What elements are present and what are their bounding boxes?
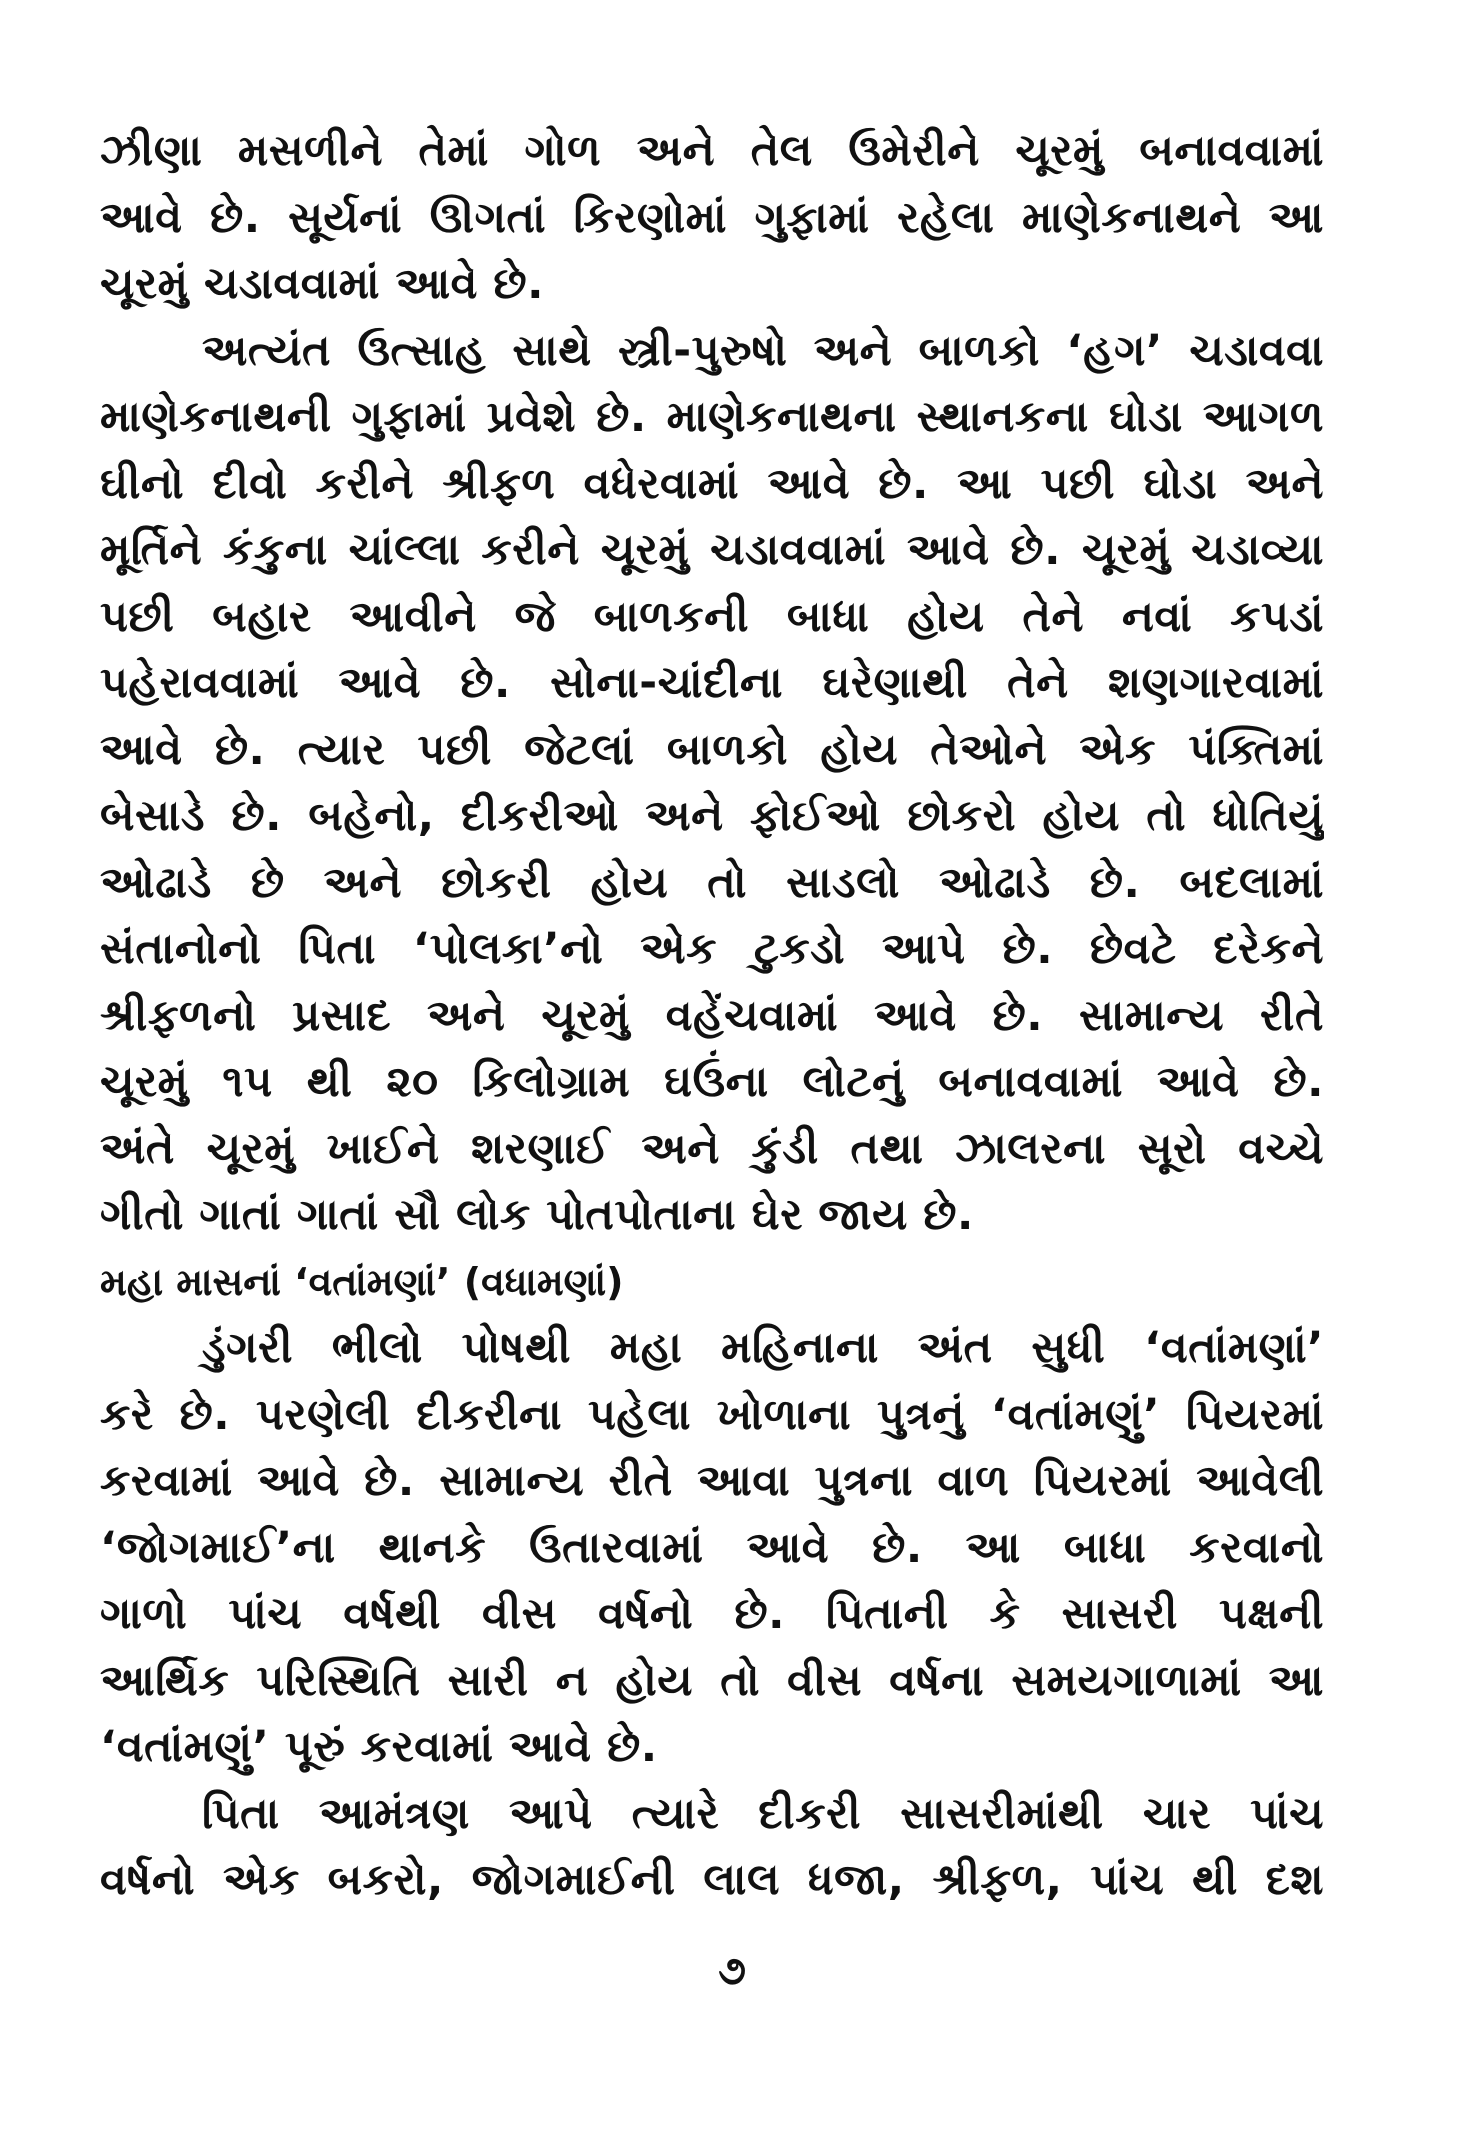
page-body xyxy=(100,118,1324,1914)
text-line: ઘીનો દીવો કરીને શ્રીફળ વધેરવામાં આવે છે. આ પછી ઘોડા અને xyxy=(100,458,1324,509)
text-line: ‘વતાંમણું’ પૂરું કરવામાં આવે છે. xyxy=(100,1722,658,1772)
text-line: ચૂરમું ચડાવવામાં આવે છે. xyxy=(100,259,545,309)
text-line: અંતે ચૂરમું ખાઈને શરણાઈ અને કુંડી તથા ઝાલરના સૂરો વચ્ચે xyxy=(100,1123,1324,1174)
text-line: આવે છે. ત્યાર પછી જેટલાં બાળકો હોય તેઓને એક પંક્તિમાં xyxy=(100,724,1324,775)
text-line: શ્રીફળનો પ્રસાદ અને ચૂરમું વહેંચવામાં આવે છે. સામાન્ય રીતે xyxy=(100,990,1324,1041)
paragraph-2 xyxy=(100,318,1324,1249)
text-line: ચૂરમું ૧૫ થી ૨૦ કિલોગ્રામ ઘઉંના લોટનું બનાવવામાં આવે છે. xyxy=(100,1057,1324,1107)
text-line: અત્યંત ઉત્સાહ સાથે સ્ત્રી-પુરુષો અને બાળકો ‘હગ’ ચડાવવા xyxy=(202,325,1324,376)
text-line: ડુંગરી ભીલો પોષથી મહા મહિનાના અંત સુધી ‘વતાંમણાં’ xyxy=(202,1323,1324,1373)
text-line: ઝીણા મસળીને તેમાં ગોળ અને તેલ ઉમેરીને ચૂરમું બનાવવામાં xyxy=(100,126,1324,176)
text-line: પછી બહાર આવીને જે બાળકની બાધા હોય તેને નવાં કપડાં xyxy=(100,591,1324,642)
section-heading: મહા માસનાં ‘વતાંમણાં’ (વધામણાં) xyxy=(100,1259,624,1304)
text-line: બેસાડે છે. બહેનો, દીકરીઓ અને ફોઈઓ છોકરો હોય તો ધોતિયું xyxy=(100,791,1324,841)
text-line: આર્થિક પરિસ્થિતિ સારી ન હોય તો વીસ વર્ષના સમયગાળામાં આ xyxy=(100,1655,1324,1706)
text-line: વર્ષનો એક બકરો, જોગમાઈની લાલ ધજા, શ્રીફળ, પાંચ થી દશ xyxy=(100,1855,1324,1905)
paragraph-3 xyxy=(100,1315,1324,1781)
text-line: ‘જોગમાઈ’ના થાનકે ઉતારવામાં આવે છે. આ બાધા કરવાનો xyxy=(100,1522,1324,1573)
text-line: ગીતો ગાતાં ગાતાં સૌ લોક પોતપોતાના ઘેર જાય છે. xyxy=(100,1190,974,1240)
text-line: આવે છે. સૂર્યનાં ઊગતાં કિરણોમાં ગુફામાં રહેલા માણેકનાથને આ xyxy=(100,192,1324,243)
page-number: ૭ xyxy=(718,1948,746,1994)
text-line: ઓઢાડે છે અને છોકરી હોય તો સાડલો ઓઢાડે છે. બદલામાં xyxy=(100,857,1324,908)
text-line: કરવામાં આવે છે. સામાન્ય રીતે આવા પુત્રના વાળ પિયરમાં આવેલી xyxy=(100,1456,1324,1506)
text-line: ગાળો પાંચ વર્ષથી વીસ વર્ષનો છે. પિતાની કે સાસરી પક્ષની xyxy=(100,1589,1324,1639)
text-line: કરે છે. પરણેલી દીકરીના પહેલા ખોળાના પુત્રનું ‘વતાંમણું’ પિયરમાં xyxy=(100,1389,1324,1440)
text-line: માણેકનાથની ગુફામાં પ્રવેશે છે. માણેકનાથના સ્થાનકના ઘોડા આગળ xyxy=(100,392,1324,442)
text-line: પિતા આમંત્રણ આપે ત્યારે દીકરી સાસરીમાંથી ચાર પાંચ xyxy=(202,1788,1324,1839)
paragraph-4 xyxy=(100,1781,1324,1914)
text-line: પહેરાવવામાં આવે છે. સોના-ચાંદીના ઘરેણાથી તેને શણગારવામાં xyxy=(100,658,1324,708)
text-line: સંતાનોનો પિતા ‘પોલકા’નો એક ટુકડો આપે છે. છેવટે દરેકને xyxy=(100,924,1324,974)
text-line: મૂર્તિને કંકુના ચાંલ્લા કરીને ચૂરમું ચડાવવામાં આવે છે. ચૂરમું ચડાવ્યા xyxy=(100,525,1324,575)
paragraph-1 xyxy=(100,118,1324,318)
